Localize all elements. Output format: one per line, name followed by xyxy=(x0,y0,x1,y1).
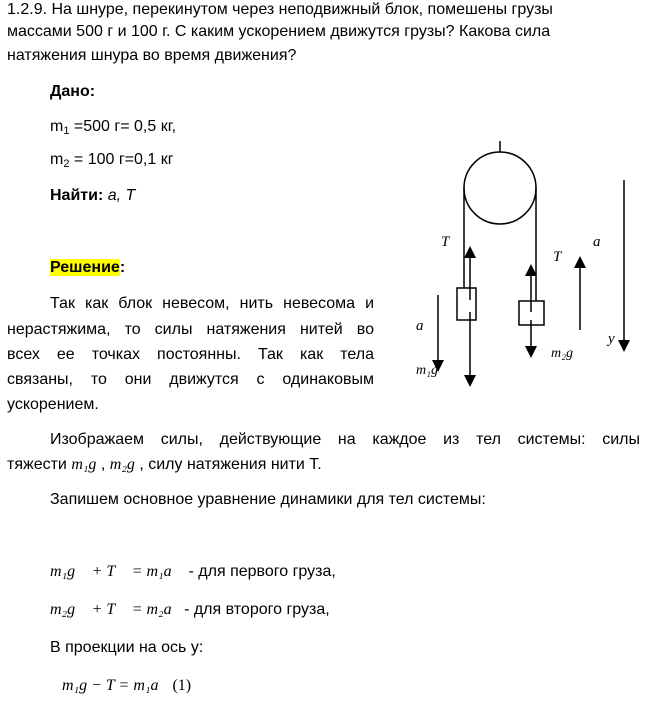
equation-3: m₁g − T = m₁a xyxy=(62,677,159,694)
equation-1: m₁g⃗ + T⃗ = m₁a⃗ xyxy=(50,563,185,580)
pulley-wheel xyxy=(464,152,536,224)
solution-p1-line-4: связаны, то они движутся с одинаковым xyxy=(7,371,374,388)
label-T-left: T⃗ xyxy=(441,234,462,250)
p2-m1g: m₁g xyxy=(71,456,97,473)
solution-heading-text: Решение xyxy=(50,259,120,276)
equation-2-text: - для второго груза, xyxy=(184,601,330,618)
m2-value: = 100 г=0,1 кг xyxy=(69,151,174,168)
solution-colon: : xyxy=(119,259,126,276)
solution-p4: В проекции на ось y: xyxy=(50,639,204,656)
label-a-right: a⃗ xyxy=(593,234,613,250)
solution-p1-line-5: ускорением. xyxy=(7,396,99,413)
label-m2g: m₂g⃗ xyxy=(551,346,584,361)
label-m1g: m₁g⃗ xyxy=(416,363,449,378)
problem-line-3: натяжения шнура во время движения? xyxy=(7,47,297,64)
p2-text-a: тяжести xyxy=(7,456,72,473)
solution-p1-line-1: Так как блок невесом, нить невесома и xyxy=(50,295,374,312)
m1-symbol: m xyxy=(50,118,64,135)
p2-comma: , xyxy=(96,456,110,473)
solution-p1-line-2: нерастяжима, то силы натяжения нитей во xyxy=(7,321,374,338)
m1-value: =500 г= 0,5 кг, xyxy=(69,118,177,135)
solution-p3: Запишем основное уравнение динамики для тел системы: xyxy=(50,491,486,508)
solution-p2-line-1: Изображаем силы, действующие на каждое из тел системы: силы xyxy=(50,431,640,448)
p2-m2g: m₂g xyxy=(109,456,135,473)
problem-line-2: массами 500 г и 100 г. С каким ускорением движутся грузы? Какова сила xyxy=(7,23,551,40)
equation-1-text: - для первого груза, xyxy=(184,563,336,580)
label-T-right: T⃗ xyxy=(553,249,574,265)
find-vars: a, T xyxy=(103,187,136,204)
solution-p1-line-3: всех ее точках постоянны. Так как тела xyxy=(7,346,374,363)
equation-3-number: (1) xyxy=(172,677,192,694)
p2-text-b: , силу натяжения нити T. xyxy=(134,456,322,473)
m1-subscript: 1 xyxy=(63,125,70,137)
m2-symbol: m xyxy=(50,151,64,168)
find-heading: Найти: xyxy=(50,187,104,204)
m2-subscript: 2 xyxy=(63,158,70,170)
mass-1-block xyxy=(457,288,476,320)
given-heading: Дано: xyxy=(50,83,96,100)
label-y-axis: y xyxy=(608,331,615,347)
problem-line-1: 1.2.9. На шнуре, перекинутом через неподвижный блок, помешены грузы xyxy=(7,1,553,18)
equation-2: m₂g⃗ + T⃗ = m₂a⃗ xyxy=(50,601,185,618)
label-a-left: a⃗ xyxy=(416,318,436,334)
